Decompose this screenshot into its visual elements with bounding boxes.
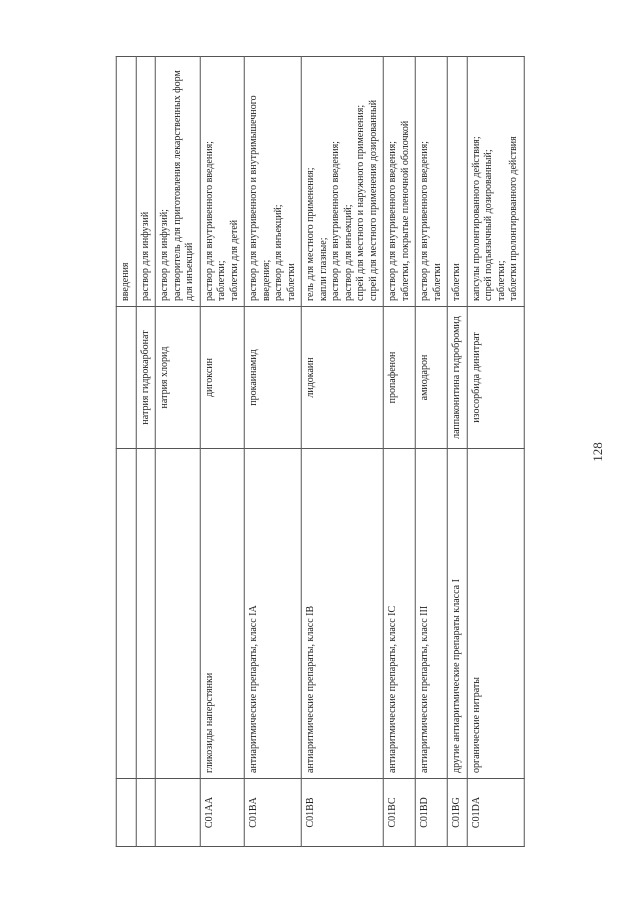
- table-row: [200, 57, 245, 847]
- dosage-form-cell: [136, 57, 156, 307]
- atc-code-cell: [136, 779, 156, 847]
- pharmacological-group-cell: [155, 449, 200, 779]
- dosage-form-line: раствор для инъекций;: [272, 204, 284, 301]
- drug-name-cell: лаппаконитина гидробромид: [447, 307, 467, 449]
- atc-code-cell: C01AA: [200, 779, 245, 847]
- drug-name-cell: лидокаин: [301, 307, 383, 449]
- dosage-form-cell: [301, 57, 383, 307]
- dosage-form-line: таблетки: [450, 263, 462, 301]
- table-row: [244, 57, 301, 847]
- dosage-form-line: спрей для местного и наружного применения;: [354, 104, 366, 301]
- table-row: [116, 57, 136, 847]
- dosage-form-cell: [467, 57, 524, 307]
- dosage-form-line: таблетки для детей: [228, 219, 240, 301]
- dosage-form-line: раствор для внутривенного введения;: [418, 141, 430, 301]
- dosage-form-line: введения: [119, 262, 131, 301]
- pharmacological-group-cell: [136, 449, 156, 779]
- dosage-form-line: гель для местного применения;: [304, 167, 316, 301]
- atc-code-cell: C01BG: [447, 779, 467, 847]
- drug-name-cell: изосорбида динитрат: [467, 307, 524, 449]
- dosage-form-line: капсулы пролонгированного действия;: [470, 136, 482, 301]
- dosage-form-line: раствор для внутривенного введения;: [329, 141, 341, 301]
- dosage-form-line: раствор для внутривенного введения;: [203, 141, 215, 301]
- dosage-form-line: таблетки, покрытые пленочной оболочкой: [399, 120, 411, 301]
- atc-code-cell: [116, 779, 136, 847]
- drug-name-cell: дигоксин: [200, 307, 245, 449]
- dosage-form-cell: [383, 57, 415, 307]
- dosage-form-line: таблетки пролонгированного действия: [507, 136, 519, 301]
- atc-code-cell: C01BA: [244, 779, 301, 847]
- dosage-form-line: таблетки: [285, 263, 297, 301]
- table-row: [415, 57, 447, 847]
- pharmacological-group-cell: антиаритмические препараты, класс IA: [244, 449, 301, 779]
- pharmacological-group-cell: антиаритмические препараты, класс IB: [301, 449, 383, 779]
- table-row: [383, 57, 415, 847]
- table-row: [301, 57, 383, 847]
- table-row: [155, 57, 200, 847]
- dosage-form-cell: [447, 57, 467, 307]
- table-row: [136, 57, 156, 847]
- dosage-form-cell: [116, 57, 136, 307]
- dosage-form-line: растворитель для приготовления лекарственных форм для инъекций: [171, 70, 195, 301]
- atc-code-cell: C01BC: [383, 779, 415, 847]
- dosage-form-line: спрей подъязычный дозированный;: [482, 149, 494, 301]
- dosage-form-line: раствор для внутривенного и внутримышечного введения;: [247, 95, 272, 301]
- drug-name-cell: прокаинамид: [244, 307, 301, 449]
- drug-name-cell: натрия гидрокарбонат: [136, 307, 156, 449]
- pharmacological-group-cell: другие антиаритмические препараты класса I: [447, 449, 467, 779]
- drug-name-cell: амиодарон: [415, 307, 447, 449]
- drug-table: [116, 56, 525, 847]
- dosage-form-line: таблетки;: [215, 260, 227, 301]
- drug-name-cell: [116, 307, 136, 449]
- drug-name-cell: пропафенон: [383, 307, 415, 449]
- table-row: [467, 57, 524, 847]
- atc-code-cell: C01BB: [301, 779, 383, 847]
- pharmacological-group-cell: антиаритмические препараты, класс III: [415, 449, 447, 779]
- drug-name-cell: натрия хлорид: [155, 307, 200, 449]
- pharmacological-group-cell: антиаритмические препараты, класс IC: [383, 449, 415, 779]
- dosage-form-cell: [155, 57, 200, 307]
- table-row: [447, 57, 467, 847]
- atc-code-cell: C01BD: [415, 779, 447, 847]
- dosage-form-line: раствор для инфузий;: [158, 209, 170, 301]
- dosage-form-line: раствор для внутривенного введения;: [386, 141, 398, 301]
- dosage-form-cell: [415, 57, 447, 307]
- dosage-form-line: спрей для местного применения дозированный: [367, 99, 379, 301]
- dosage-form-line: раствор для инъекций;: [342, 204, 354, 301]
- atc-code-cell: [155, 779, 200, 847]
- atc-code-cell: C01DA: [467, 779, 524, 847]
- pharmacological-group-cell: гликозиды наперстянки: [200, 449, 245, 779]
- pharmacological-group-cell: органические нитраты: [467, 449, 524, 779]
- pharmacological-group-cell: [116, 449, 136, 779]
- dosage-form-line: таблетки: [431, 263, 443, 301]
- drug-table-body: [116, 57, 524, 847]
- dosage-form-cell: [200, 57, 245, 307]
- dosage-form-line: раствор для инфузий: [139, 211, 151, 301]
- dosage-form-line: капли глазные;: [317, 237, 329, 301]
- dosage-form-line: таблетки;: [495, 260, 507, 301]
- rotated-page-content: [116, 57, 525, 847]
- dosage-form-cell: [244, 57, 301, 307]
- page-number: 128: [590, 442, 605, 462]
